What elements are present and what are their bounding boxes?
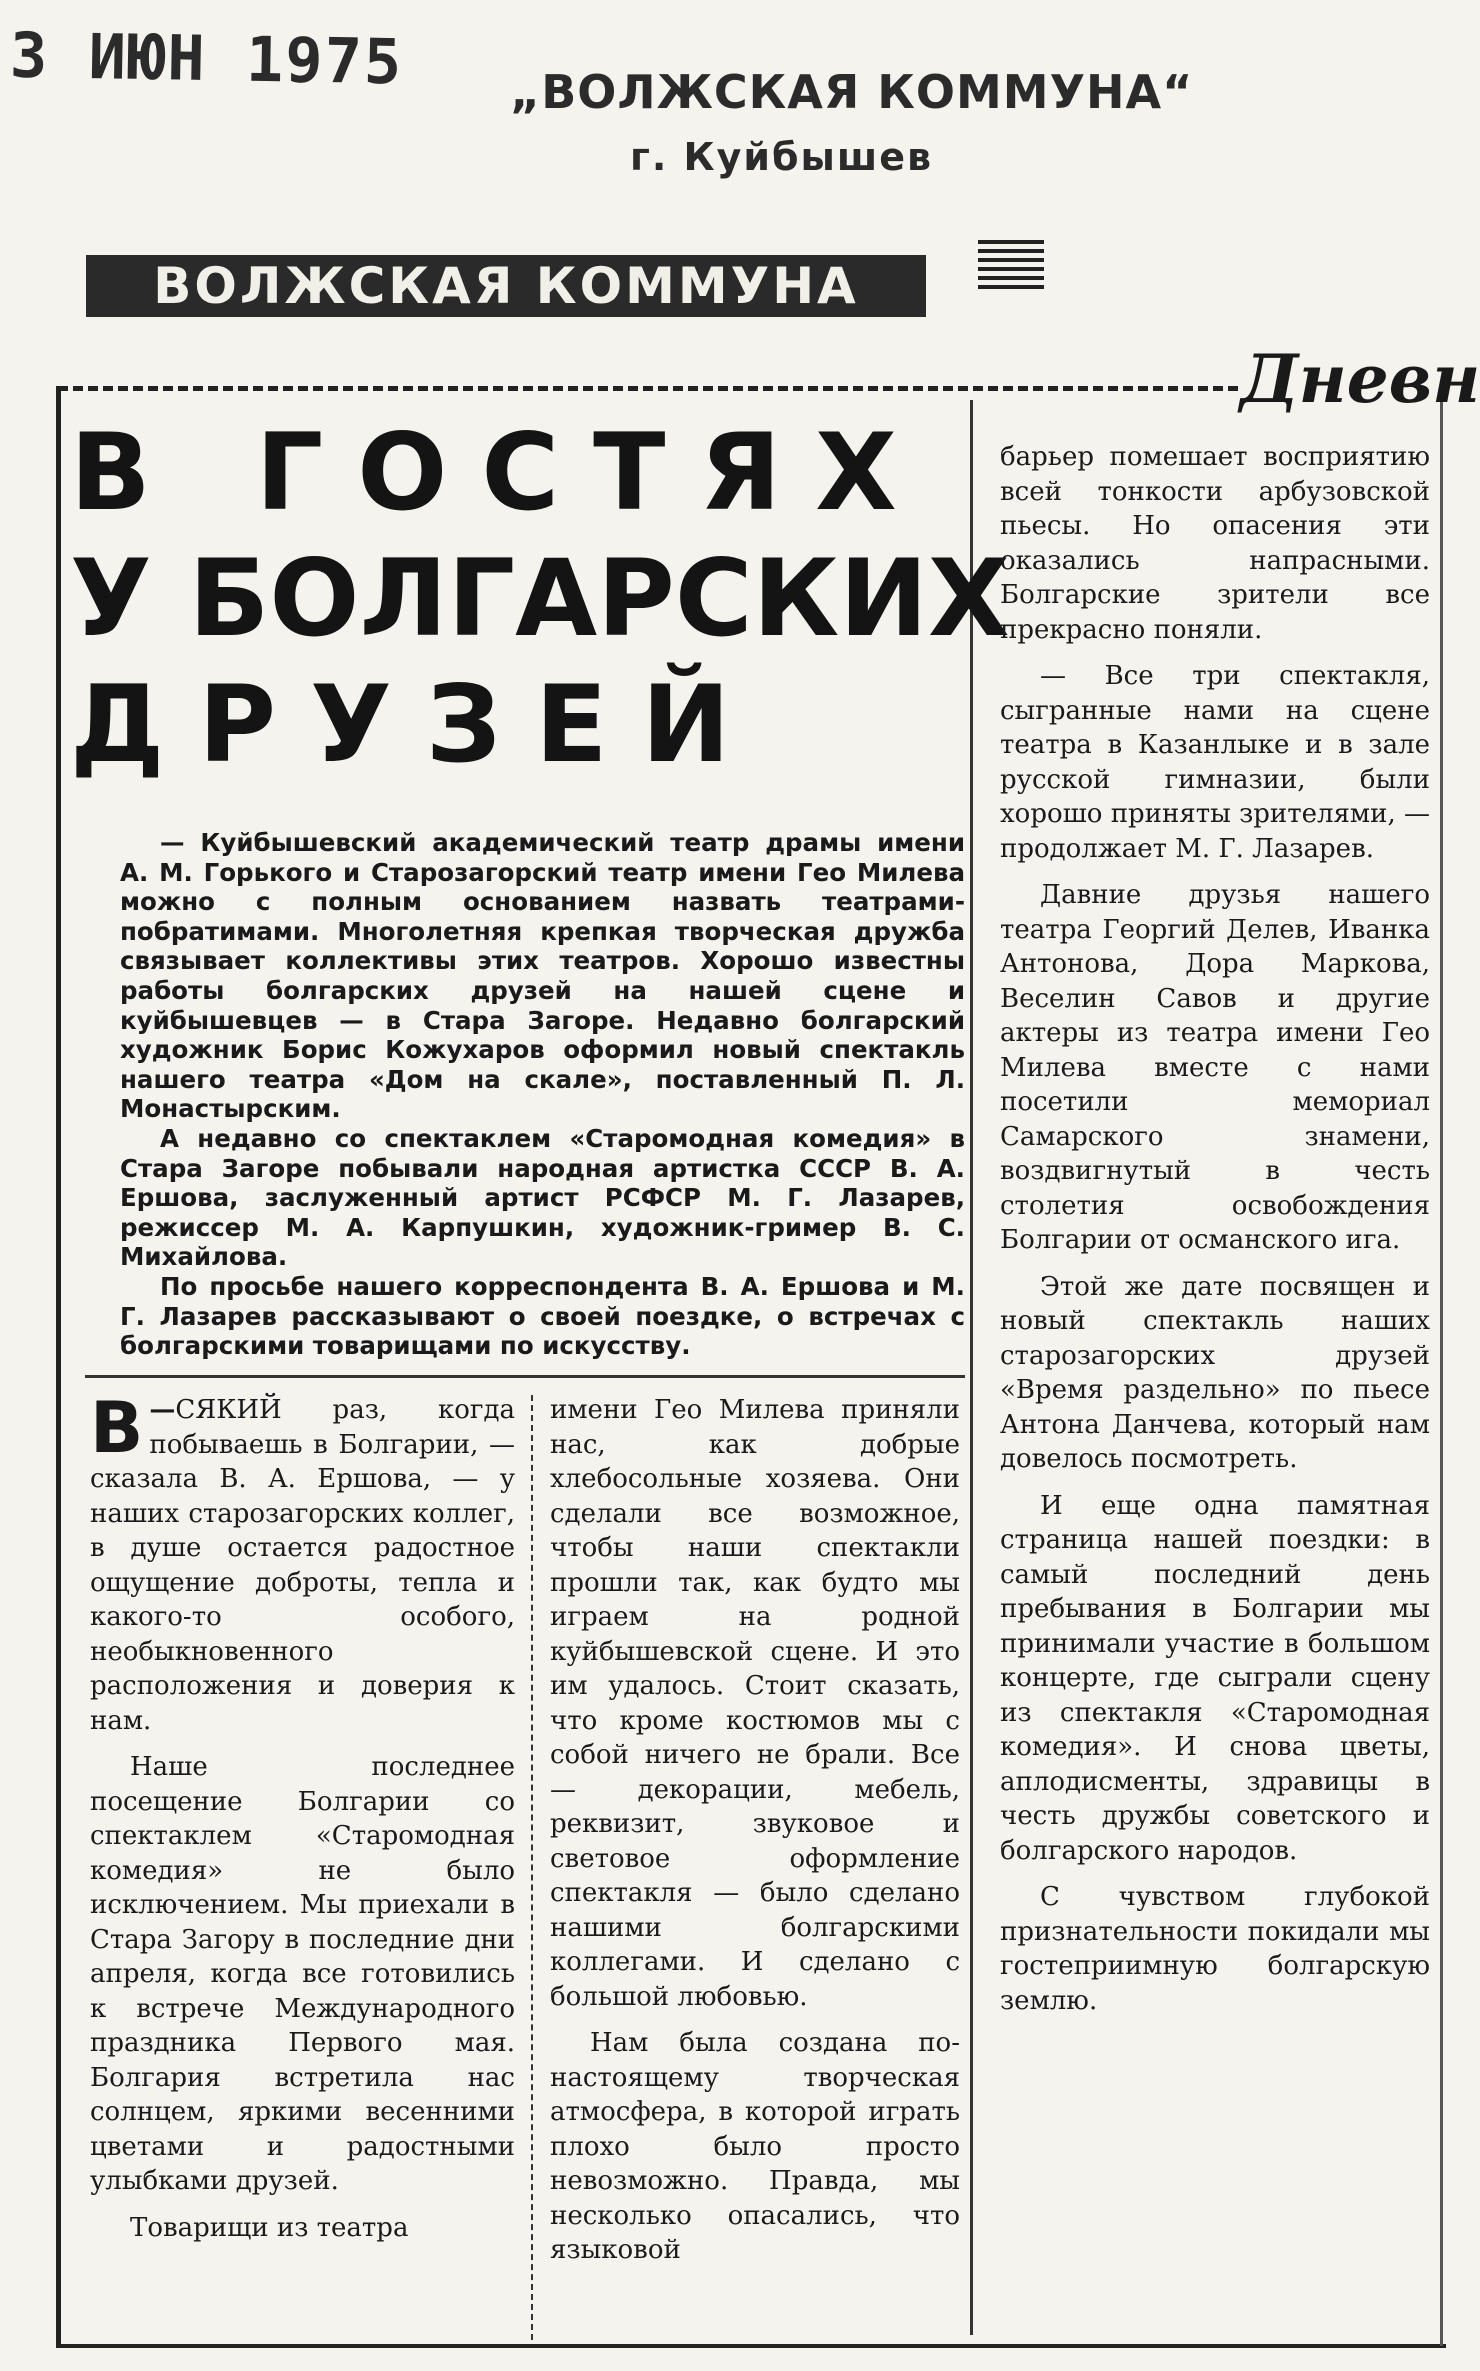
newspaper-masthead: ВОЛЖСКАЯ КОММУНА <box>86 255 926 317</box>
frame-top-rule <box>58 386 1238 391</box>
column-divider <box>970 400 973 2335</box>
body-paragraph: Нам была создана по-настоящему творческая атмосфера, в которой играть плохо было просто невозможно. Правда, мы несколько опасались, что языковой <box>550 2028 960 2265</box>
body-paragraph: С чувством глубокой признательности покидали мы гостеприимную болгарскую землю. <box>1000 1882 1430 2016</box>
frame-left-rule <box>56 386 61 2346</box>
rubric-label: Дневн <box>1240 340 1480 418</box>
body-paragraph: И еще одна памятная страница нашей поездки: в самый последний день пребывания в Болгарии мы принимали участие в большом концерте, где сыграли сцену из спектакля «Старомодная комедия». И снова цветы, аплодисменты, здравицы в честь дружбы советского и болгарского народов. <box>1000 1490 1430 1866</box>
body-paragraph: Давние друзья нашего театра Георгий Делев, Иванка Антонова, Дора Маркова, Веселин Савов и другие актеры из театра имени Гео Милева вместе с нами посетили мемориал Самарского знамени, воздвигнутый в честь столетия освобождения Болгарии от османского ига. <box>1000 880 1430 1255</box>
article-headline <box>70 410 1010 788</box>
body-paragraph: Этой же дате посвящен и новый спектакль наших старозагорских друзей «Время раздельно» по пьесе Антона Данчева, который нам довелось посмотреть. <box>1000 1271 1430 1474</box>
headline-line: В ГОСТЯХ <box>70 411 931 534</box>
body-paragraph: Наше последнее посещение Болгарии со спектаклем «Старомодная комедия» не было исключением. Мы приехали в Стара Загору в последние дни апреля, когда все готовились к встрече Международного праздника Первого мая. Болгария встретила нас солнцем, яркими весенними цветами и радостными улыбками друзей. <box>90 1752 515 2196</box>
body-paragraph: барьер помешает восприятию всей тонкости арбузовской пьесы. Но опасения эти оказались напрасными. Болгарские зрители все прекрасно поняли. <box>1000 442 1430 645</box>
lead-dash: — <box>149 1395 176 1425</box>
date-stamp: 3 ИЮН 1975 <box>9 18 404 99</box>
intro-paragraph: По просьбе нашего корреспондента В. А. Ершова и М. Г. Лазарев рассказывают о своей поездке, о встречах с болгарскими товарищами по искусству. <box>120 1271 965 1361</box>
body-paragraph: Товарищи из театра <box>130 2212 409 2243</box>
intro-divider <box>85 1375 965 1378</box>
column-divider <box>531 1395 533 2340</box>
article-column-1 <box>90 1387 515 2257</box>
article-column-2 <box>550 1393 960 2280</box>
headline-line: ДРУЗЕЙ <box>70 663 765 786</box>
frame-bottom-rule <box>56 2344 1446 2348</box>
drop-cap: В <box>90 1387 144 1469</box>
body-paragraph: — Все три спектакля, сыгранные нами на сцене театра в Казанлыке и в зале русской гимназии, были хорошо приняты зрителями, — продолжает М. Г. Лазарев. <box>1000 661 1431 864</box>
intro-paragraph: А недавно со спектаклем «Старомодная комедия» в Стара Загоре побывали народная артистка СССР В. А. Ершова, заслуженный артист РСФСР М. Г. Лазарев, режиссер М. А. Карпушкин, художник-гример В. С. Михайлова. <box>120 1123 965 1272</box>
newspaper-name-stamp: „ВОЛЖСКАЯ КОММУНА“ <box>510 65 1194 119</box>
article-column-3 <box>1000 440 1430 2030</box>
article-intro <box>120 828 965 1361</box>
hatch-decoration <box>978 240 1044 290</box>
frame-right-rule <box>1440 386 1443 2346</box>
headline-line: У БОЛГАРСКИХ <box>70 537 1010 660</box>
intro-paragraph: — Куйбышевский академический театр драмы имени А. М. Горького и Старозагорский театр имени Гео Милева можно с полным основанием назвать театрами-побратимами. Многолетняя крепкая творческая дружба связывает коллективы этих театров. Хорошо известны работы болгарских друзей на нашей сцене и куйбышевцев — в Стара Загоре. Недавно болгарский художник Борис Кожухаров оформил новый спектакль нашего театра «Дом на скале», поставленный П. Л. Монастырским. <box>120 828 965 1124</box>
body-paragraph: имени Гео Милева приняли нас, как добрые хлебосольные хозяева. Они сделали все возможное, чтобы наши спектакли прошли так, как будто мы играем на родной куйбышевской сцене. И это им удалось. Стоит сказать, что кроме костюмов мы с собой ничего не брали. Все — декорации, мебель, реквизит, звуковое и световое оформление спектакля — было сделано нашими болгарскими коллегами. И сделано с большой любовью. <box>550 1395 960 2012</box>
lead-paragraph <box>90 1387 515 1738</box>
city-stamp: г. Куйбышев <box>630 135 934 179</box>
lead-text: СЯКИЙ раз, когда побываешь в Болгарии, — сказала В. А. Ершова, — у наших старозагорских коллег, в душе остается радостное ощущение доброты, тепла и какого-то особого, необыкновенного расположения и доверия к нам. <box>90 1395 515 1736</box>
